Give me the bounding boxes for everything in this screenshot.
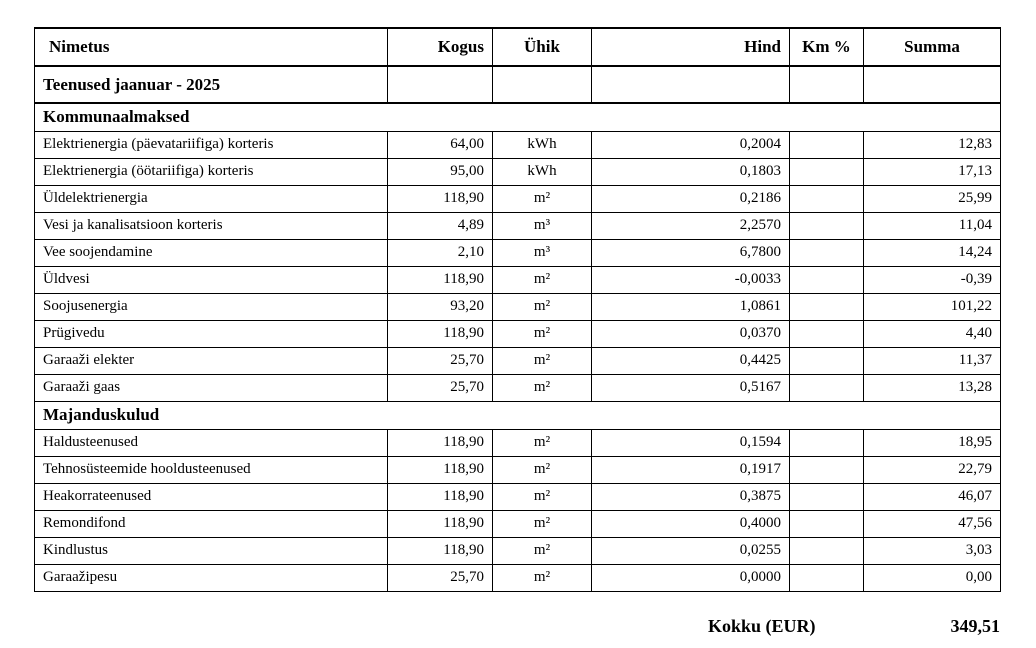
cell-unit: m² bbox=[493, 266, 592, 293]
cell-unit: m² bbox=[493, 510, 592, 537]
total-value: 349,51 bbox=[950, 616, 1000, 636]
cell-unit: m² bbox=[493, 429, 592, 456]
table-row bbox=[35, 266, 1001, 293]
cell-price: 0,1917 bbox=[592, 456, 790, 483]
cell-vat bbox=[790, 320, 864, 347]
col-header-price: Hind bbox=[592, 28, 790, 66]
cell-name: Garaaži gaas bbox=[35, 374, 388, 401]
cell-price: 0,3875 bbox=[592, 483, 790, 510]
cell-price: 0,5167 bbox=[592, 374, 790, 401]
col-header-qty: Kogus bbox=[388, 28, 493, 66]
cell-qty: 95,00 bbox=[388, 158, 493, 185]
col-header-vat: Km % bbox=[790, 28, 864, 66]
cell-unit: m² bbox=[493, 483, 592, 510]
cell-qty: 118,90 bbox=[388, 456, 493, 483]
cell-sum: 11,37 bbox=[864, 347, 1001, 374]
cell-qty: 64,00 bbox=[388, 131, 493, 158]
cell-unit: m² bbox=[493, 293, 592, 320]
table-row bbox=[35, 320, 1001, 347]
cell-vat bbox=[790, 239, 864, 266]
cell-unit: kWh bbox=[493, 131, 592, 158]
cell-qty: 118,90 bbox=[388, 510, 493, 537]
cell-name: Soojusenergia bbox=[35, 293, 388, 320]
table-row bbox=[35, 212, 1001, 239]
cell-price: 0,4000 bbox=[592, 510, 790, 537]
cell-price: 0,0000 bbox=[592, 564, 790, 591]
cell-unit: m³ bbox=[493, 212, 592, 239]
cell-sum: 0,00 bbox=[864, 564, 1001, 591]
period-row bbox=[35, 66, 1001, 103]
cell-name: Tehnosüsteemide hooldusteenused bbox=[35, 456, 388, 483]
cell-name: Vee soojendamine bbox=[35, 239, 388, 266]
section-row bbox=[35, 401, 1001, 429]
section-title: Majanduskulud bbox=[35, 401, 1001, 429]
cell-name: Garaaži elekter bbox=[35, 347, 388, 374]
cell-price: 6,7800 bbox=[592, 239, 790, 266]
cell-sum: 17,13 bbox=[864, 158, 1001, 185]
cell-price: 0,1803 bbox=[592, 158, 790, 185]
table-row bbox=[35, 347, 1001, 374]
cell-sum: 11,04 bbox=[864, 212, 1001, 239]
cell-sum: 47,56 bbox=[864, 510, 1001, 537]
total-label: Kokku (EUR) bbox=[708, 616, 816, 636]
cell-qty: 118,90 bbox=[388, 320, 493, 347]
cell-name: Remondifond bbox=[35, 510, 388, 537]
cell-vat bbox=[790, 293, 864, 320]
cell-unit: m² bbox=[493, 320, 592, 347]
cell-sum: 22,79 bbox=[864, 456, 1001, 483]
cell-name: Elektrienergia (päevatariifiga) korteris bbox=[35, 131, 388, 158]
table-row bbox=[35, 374, 1001, 401]
table-row bbox=[35, 293, 1001, 320]
cell-sum: -0,39 bbox=[864, 266, 1001, 293]
cell-qty: 25,70 bbox=[388, 564, 493, 591]
table-row bbox=[35, 510, 1001, 537]
cell-unit: kWh bbox=[493, 158, 592, 185]
cell-sum: 12,83 bbox=[864, 131, 1001, 158]
cell-price: 0,0255 bbox=[592, 537, 790, 564]
cell-unit: m² bbox=[493, 564, 592, 591]
cell-vat bbox=[790, 212, 864, 239]
cell-price: 2,2570 bbox=[592, 212, 790, 239]
cell-vat bbox=[790, 456, 864, 483]
cell-vat bbox=[790, 266, 864, 293]
cell-vat bbox=[790, 347, 864, 374]
table-row bbox=[35, 456, 1001, 483]
cell-vat bbox=[790, 131, 864, 158]
cell-name: Prügivedu bbox=[35, 320, 388, 347]
cell-price: 0,0370 bbox=[592, 320, 790, 347]
cell-sum: 3,03 bbox=[864, 537, 1001, 564]
cell-vat bbox=[790, 185, 864, 212]
cell-name: Heakorrateenused bbox=[35, 483, 388, 510]
cell-name: Üldvesi bbox=[35, 266, 388, 293]
cell-qty: 118,90 bbox=[388, 429, 493, 456]
cell-name: Garaažipesu bbox=[35, 564, 388, 591]
cell-name: Üldelektrienergia bbox=[35, 185, 388, 212]
cell-sum: 101,22 bbox=[864, 293, 1001, 320]
table-row bbox=[35, 185, 1001, 212]
cell-name: Haldusteenused bbox=[35, 429, 388, 456]
cell-vat bbox=[790, 483, 864, 510]
invoice-table bbox=[34, 27, 1001, 592]
cell-qty: 4,89 bbox=[388, 212, 493, 239]
cell-sum: 14,24 bbox=[864, 239, 1001, 266]
cell-qty: 118,90 bbox=[388, 185, 493, 212]
cell-sum: 46,07 bbox=[864, 483, 1001, 510]
period-title: Teenused jaanuar - 2025 bbox=[35, 66, 388, 103]
col-header-unit: Ühik bbox=[493, 28, 592, 66]
cell-vat bbox=[790, 564, 864, 591]
cell-unit: m² bbox=[493, 347, 592, 374]
cell-name: Kindlustus bbox=[35, 537, 388, 564]
cell-price: 0,2186 bbox=[592, 185, 790, 212]
cell-sum: 18,95 bbox=[864, 429, 1001, 456]
table-row bbox=[35, 429, 1001, 456]
cell-qty: 93,20 bbox=[388, 293, 493, 320]
cell-price: 0,4425 bbox=[592, 347, 790, 374]
cell-unit: m² bbox=[493, 537, 592, 564]
cell-vat bbox=[790, 429, 864, 456]
col-header-sum: Summa bbox=[864, 28, 1001, 66]
cell-vat bbox=[790, 537, 864, 564]
cell-vat bbox=[790, 158, 864, 185]
header-row bbox=[35, 28, 1001, 66]
cell-qty: 118,90 bbox=[388, 537, 493, 564]
cell-name: Elektrienergia (öötariifiga) korteris bbox=[35, 158, 388, 185]
table-row bbox=[35, 131, 1001, 158]
table-row bbox=[35, 483, 1001, 510]
cell-name: Vesi ja kanalisatsioon korteris bbox=[35, 212, 388, 239]
cell-price: 0,2004 bbox=[592, 131, 790, 158]
cell-unit: m² bbox=[493, 456, 592, 483]
cell-price: 0,1594 bbox=[592, 429, 790, 456]
section-title: Kommunaalmaksed bbox=[35, 103, 1001, 131]
cell-sum: 25,99 bbox=[864, 185, 1001, 212]
cell-sum: 4,40 bbox=[864, 320, 1001, 347]
cell-price: -0,0033 bbox=[592, 266, 790, 293]
cell-unit: m² bbox=[493, 374, 592, 401]
cell-qty: 2,10 bbox=[388, 239, 493, 266]
section-row bbox=[35, 103, 1001, 131]
cell-vat bbox=[790, 374, 864, 401]
cell-price: 1,0861 bbox=[592, 293, 790, 320]
table-row bbox=[35, 564, 1001, 591]
table-row bbox=[35, 158, 1001, 185]
table-row bbox=[35, 537, 1001, 564]
cell-unit: m³ bbox=[493, 239, 592, 266]
cell-vat bbox=[790, 510, 864, 537]
col-header-name: Nimetus bbox=[35, 28, 388, 66]
cell-qty: 25,70 bbox=[388, 347, 493, 374]
cell-qty: 118,90 bbox=[388, 483, 493, 510]
table-row bbox=[35, 239, 1001, 266]
cell-qty: 25,70 bbox=[388, 374, 493, 401]
cell-unit: m² bbox=[493, 185, 592, 212]
cell-sum: 13,28 bbox=[864, 374, 1001, 401]
cell-qty: 118,90 bbox=[388, 266, 493, 293]
